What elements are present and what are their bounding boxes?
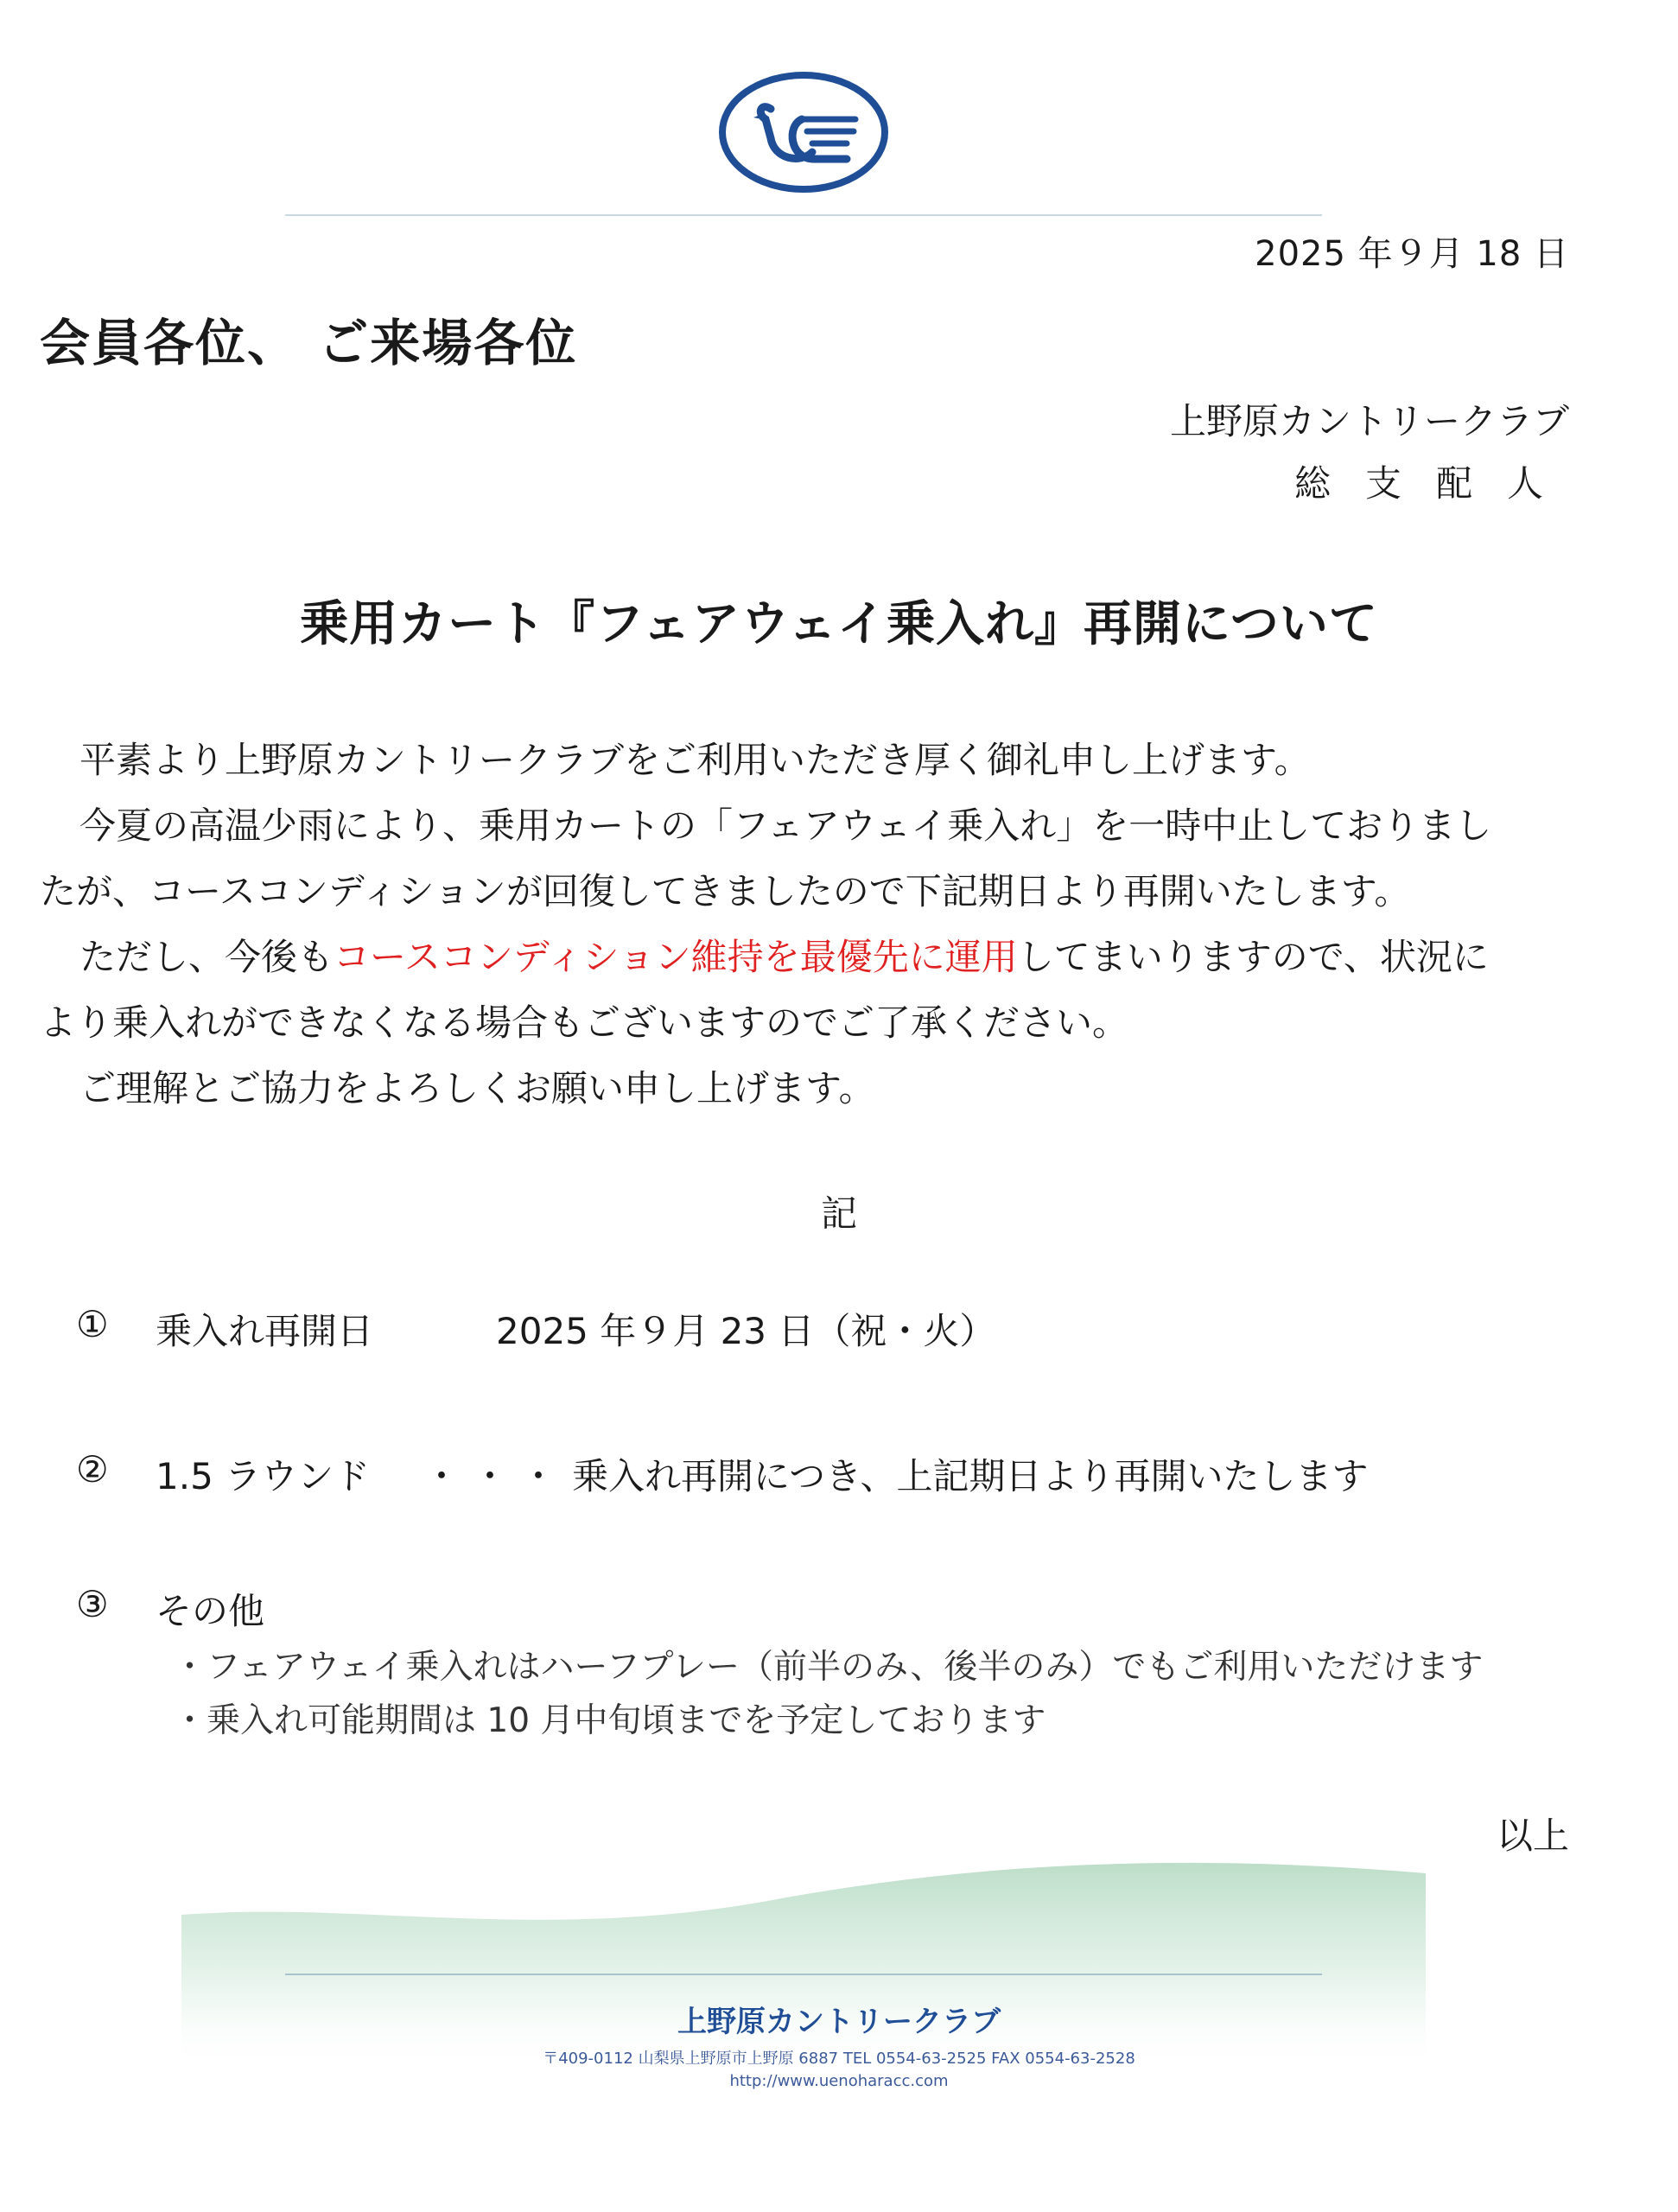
item-2-label: 1.5 ラウンド bbox=[156, 1455, 371, 1497]
document-title: 乗用カート『フェアウェイ乗入れ』再開について bbox=[300, 596, 1378, 652]
footer-url-link[interactable]: http://www.uenoharacc.com bbox=[729, 2072, 949, 2090]
document-date: 2025 年９月 18 日 bbox=[1255, 234, 1569, 274]
item-2-value: 乗入れ再開につき、上記期日より再開いたします bbox=[572, 1455, 1369, 1497]
item-3-sub-1: ・フェアウェイ乗入れはハーフプレー（前半のみ、後半のみ）でもご利用いただけます bbox=[173, 1648, 1484, 1687]
ki-heading: 記 bbox=[820, 1192, 857, 1235]
item-3-label: その他 bbox=[156, 1590, 265, 1632]
sender-block bbox=[1169, 391, 1578, 515]
p3-post: してまいりますので、状況に bbox=[1017, 936, 1489, 978]
item-2-number: ② bbox=[76, 1448, 109, 1491]
body-paragraph-2-line-2: たが、コースコンディションが回復してきましたので下記期日より再開いたします。 bbox=[40, 870, 1411, 912]
item-2-dots: ・・・ bbox=[423, 1455, 569, 1497]
item-1-number: ① bbox=[76, 1303, 109, 1345]
p3-pre: ただし、今後も bbox=[79, 936, 334, 978]
body-paragraph-4: ご理解とご協力をよろしくお願い申し上げます。 bbox=[79, 1067, 875, 1109]
closing-text: 以上 bbox=[1496, 1815, 1569, 1857]
item-1-value: 2025 年９月 23 日（祝・火） bbox=[496, 1310, 996, 1352]
p3-highlight: コースコンディション維持を最優先に運用 bbox=[334, 936, 1018, 978]
body-paragraph-3-line-1 bbox=[40, 925, 1578, 990]
footer-divider bbox=[285, 1974, 1322, 1975]
footer-address-block bbox=[0, 2048, 1678, 2093]
footer-club-name: 上野原カントリークラブ bbox=[677, 2005, 1001, 2039]
club-bird-logo-icon bbox=[717, 69, 890, 195]
item-3-sub-2: ・乗入れ可能期間は 10 月中旬頃までを予定しております bbox=[173, 1701, 1046, 1740]
header-divider bbox=[285, 214, 1322, 216]
item-1-label: 乗入れ再開日 bbox=[156, 1310, 374, 1352]
body-text bbox=[40, 728, 1578, 1122]
body-paragraph-1: 平素より上野原カントリークラブをご利用いただき厚く御礼申し上げます。 bbox=[79, 739, 1311, 781]
sender-org: 上野原カントリークラブ bbox=[1169, 400, 1569, 442]
body-paragraph-3-line-2: より乗入れができなくなる場合もございますのでご了承ください。 bbox=[40, 1001, 1129, 1044]
item-3-number: ③ bbox=[76, 1583, 109, 1625]
footer-address: 〒409-0112 山梨県上野原市上野原 6887 TEL 0554-63-2525 FAX 0554-63-2528 bbox=[543, 2050, 1135, 2068]
footer-wave-graphic bbox=[181, 1849, 1426, 2074]
body-paragraph-2-line-1: 今夏の高温少雨により、乗用カートの「フェアウェイ乗入れ」を一時中止しておりまし bbox=[79, 804, 1492, 847]
sender-role: 総支配人 bbox=[1293, 462, 1578, 505]
addressee: 会員各位、 ご来場各位 bbox=[40, 314, 578, 372]
